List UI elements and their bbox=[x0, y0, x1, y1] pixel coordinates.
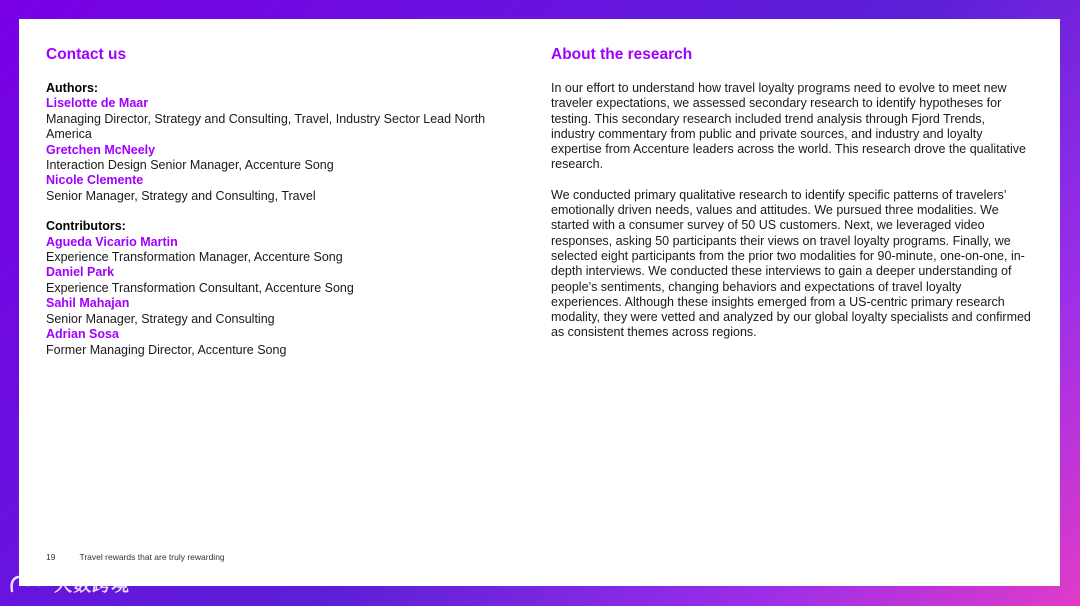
page-number: 19 bbox=[46, 552, 56, 562]
author-entry bbox=[46, 143, 486, 174]
author-name: Liselotte de Maar bbox=[46, 96, 149, 111]
research-heading: About the research bbox=[551, 46, 693, 63]
author-role: Interaction Design Senior Manager, Accenture Song bbox=[46, 158, 334, 173]
contributor-entry bbox=[46, 327, 486, 358]
watermark-logo-icon bbox=[8, 571, 48, 597]
watermark-text: 大数跨境 bbox=[54, 575, 130, 595]
author-entry bbox=[46, 96, 486, 142]
contributor-name: Daniel Park bbox=[46, 265, 115, 280]
author-role: Managing Director, Strategy and Consulting, Travel, Industry Sector Lead North America bbox=[46, 111, 486, 142]
document-page bbox=[19, 19, 1060, 586]
contributor-role: Experience Transformation Manager, Accenture Song bbox=[46, 250, 343, 265]
contributors-label: Contributors: bbox=[46, 219, 126, 234]
contributors-group bbox=[46, 219, 486, 358]
author-name: Nicole Clemente bbox=[46, 173, 144, 188]
contributor-entry bbox=[46, 296, 486, 327]
contributor-role: Experience Transformation Consultant, Accenture Song bbox=[46, 280, 354, 295]
watermark bbox=[8, 571, 130, 597]
contributor-entry bbox=[46, 235, 486, 266]
contact-section bbox=[46, 45, 486, 373]
authors-label: Authors: bbox=[46, 81, 99, 95]
contributor-name: Adrian Sosa bbox=[46, 327, 119, 342]
contributor-name: Agueda Vicario Martin bbox=[46, 234, 178, 249]
author-entry bbox=[46, 173, 486, 204]
contributor-role: Former Managing Director, Accenture Song bbox=[46, 342, 287, 357]
research-paragraph: In our effort to understand how travel loyalty programs need to evolve to meet new traveler expectations, we assessed secondary research to identify hypotheses for testing. This secondary research included trend analysis through Fjord Trends, industry commentary from public and private sources, and industry and loyalty expertise from Accenture leaders across the world. This research drove the qualitative research. bbox=[551, 81, 1026, 172]
contact-heading: Contact us bbox=[46, 46, 127, 63]
research-paragraph: We conducted primary qualitative research to identify specific patterns of travelers’ emotionally driven needs, values and attitudes. We pursued three modalities. We started with a consumer survey of 50 US customers. Next, we leveraged video responses, asking 50 participants their views on travel loyalty programs. Finally, we selected eight participants from the prior two modalities for 90-minute, one-on-one, in-depth interviews. We conducted these interviews to gain a deeper understanding of people’s sentiments, changing behaviors and expectations of travel loyalty experiences. Although these insights emerged from a US-centric primary research modality, they were vetted and analyzed by our global loyalty specialists and confirmed as consistent themes across regions. bbox=[551, 187, 1031, 340]
contributor-entry bbox=[46, 265, 486, 296]
author-role: Senior Manager, Strategy and Consulting, Travel bbox=[46, 188, 316, 203]
contributor-role: Senior Manager, Strategy and Consulting bbox=[46, 311, 275, 326]
footer-title: Travel rewards that are truly rewarding bbox=[79, 552, 225, 562]
research-section bbox=[551, 45, 1031, 356]
page-footer bbox=[46, 552, 225, 562]
authors-group bbox=[46, 81, 486, 204]
author-name: Gretchen McNeely bbox=[46, 142, 156, 157]
contributor-name: Sahil Mahajan bbox=[46, 296, 130, 311]
